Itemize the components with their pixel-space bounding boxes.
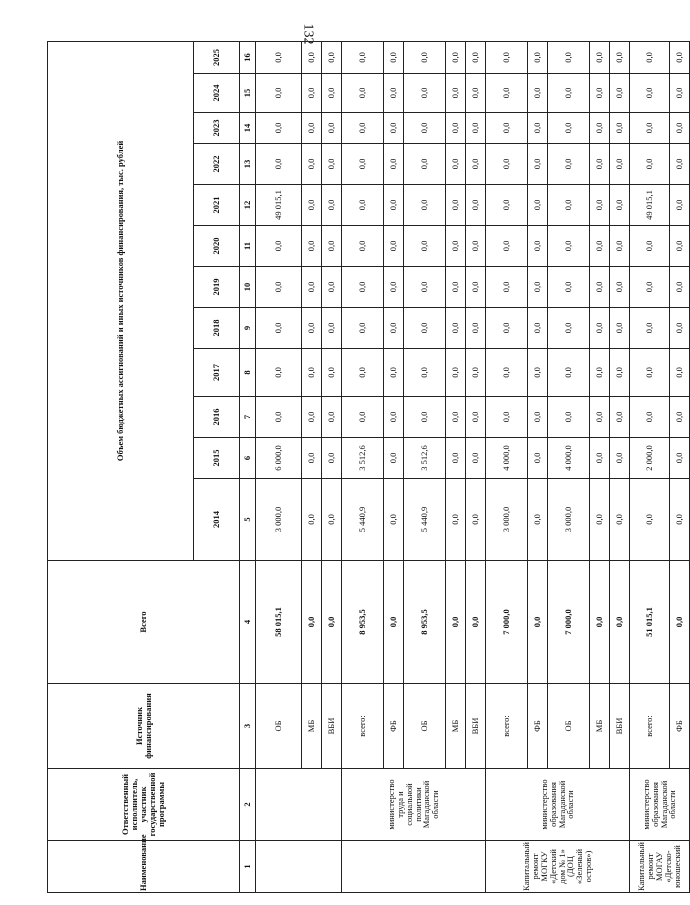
column-number: 3 xyxy=(240,684,256,769)
row-total: 0,0 xyxy=(590,560,610,683)
table-row xyxy=(384,41,404,892)
row-value-2025: 0,0 xyxy=(322,41,342,73)
row-value-2023: 0,0 xyxy=(528,112,548,143)
row-source: ОБ xyxy=(256,684,302,769)
row-value-2020: 0,0 xyxy=(446,225,466,266)
row-value-2016: 0,0 xyxy=(486,396,528,437)
row-value-2025: 0,0 xyxy=(446,41,466,73)
row-source: ФБ xyxy=(670,684,690,769)
row-source: всего: xyxy=(342,684,384,769)
row-value-2019: 0,0 xyxy=(590,266,610,307)
row-value-2020: 0,0 xyxy=(486,225,528,266)
row-executor: министерство труда и социальной политики Магаданской области xyxy=(342,769,486,841)
row-value-2017: 0,0 xyxy=(548,348,590,396)
row-executor xyxy=(256,769,342,841)
row-value-2019: 0,0 xyxy=(256,266,302,307)
row-value-2018: 0,0 xyxy=(322,307,342,348)
header-year-2015: 2015 xyxy=(194,437,240,478)
row-value-2024: 0,0 xyxy=(302,73,322,112)
row-value-2020: 0,0 xyxy=(610,225,630,266)
table-row xyxy=(342,41,384,892)
row-value-2024: 0,0 xyxy=(342,73,384,112)
row-source: всего: xyxy=(630,684,670,769)
row-value-2022: 0,0 xyxy=(670,143,690,184)
row-value-2025: 0,0 xyxy=(256,41,302,73)
table-row xyxy=(302,41,322,892)
header-budget-title: Объем бюджетных ассигнований и иных источников финансирования, тыс. рублей xyxy=(48,41,194,560)
header-total: Всего xyxy=(48,560,240,683)
row-value-2017: 0,0 xyxy=(590,348,610,396)
row-value-2025: 0,0 xyxy=(404,41,446,73)
row-value-2024: 0,0 xyxy=(528,73,548,112)
column-number: 16 xyxy=(240,41,256,73)
row-value-2019: 0,0 xyxy=(342,266,384,307)
row-value-2022: 0,0 xyxy=(528,143,548,184)
header-year-2019: 2019 xyxy=(194,266,240,307)
row-value-2018: 0,0 xyxy=(384,307,404,348)
row-value-2015: 0,0 xyxy=(322,437,342,478)
row-value-2016: 0,0 xyxy=(342,396,384,437)
row-total: 0,0 xyxy=(384,560,404,683)
row-value-2023: 0,0 xyxy=(256,112,302,143)
row-value-2017: 0,0 xyxy=(528,348,548,396)
table-row xyxy=(446,41,466,892)
row-value-2014: 5 440,9 xyxy=(404,478,446,560)
row-value-2021: 0,0 xyxy=(302,184,322,225)
row-value-2024: 0,0 xyxy=(404,73,446,112)
row-source: ВБИ xyxy=(610,684,630,769)
header-source: Источник финансирования xyxy=(48,684,240,769)
row-value-2024: 0,0 xyxy=(670,73,690,112)
column-number: 4 xyxy=(240,560,256,683)
row-value-2025: 0,0 xyxy=(486,41,528,73)
column-number: 1 xyxy=(240,841,256,893)
row-value-2020: 0,0 xyxy=(256,225,302,266)
row-value-2017: 0,0 xyxy=(486,348,528,396)
row-value-2018: 0,0 xyxy=(670,307,690,348)
row-value-2016: 0,0 xyxy=(256,396,302,437)
column-number: 14 xyxy=(240,112,256,143)
table-row xyxy=(486,41,528,892)
row-value-2018: 0,0 xyxy=(256,307,302,348)
row-value-2019: 0,0 xyxy=(466,266,486,307)
row-total: 0,0 xyxy=(670,560,690,683)
row-source: ВБИ xyxy=(466,684,486,769)
row-value-2022: 0,0 xyxy=(590,143,610,184)
header-year-2023: 2023 xyxy=(194,112,240,143)
column-number: 7 xyxy=(240,396,256,437)
row-value-2014: 0,0 xyxy=(590,478,610,560)
row-value-2023: 0,0 xyxy=(610,112,630,143)
row-value-2021: 49 015,1 xyxy=(630,184,670,225)
row-value-2019: 0,0 xyxy=(322,266,342,307)
row-value-2015: 0,0 xyxy=(590,437,610,478)
row-value-2022: 0,0 xyxy=(342,143,384,184)
row-executor: министерство образования Магаданской области xyxy=(486,769,630,841)
column-number: 6 xyxy=(240,437,256,478)
column-number: 8 xyxy=(240,348,256,396)
page-number: 132 xyxy=(300,23,315,45)
row-value-2025: 0,0 xyxy=(630,41,670,73)
row-value-2019: 0,0 xyxy=(384,266,404,307)
row-value-2023: 0,0 xyxy=(322,112,342,143)
row-value-2020: 0,0 xyxy=(322,225,342,266)
row-value-2022: 0,0 xyxy=(548,143,590,184)
row-value-2023: 0,0 xyxy=(466,112,486,143)
row-value-2017: 0,0 xyxy=(630,348,670,396)
row-total: 0,0 xyxy=(446,560,466,683)
row-value-2023: 0,0 xyxy=(446,112,466,143)
row-value-2017: 0,0 xyxy=(322,348,342,396)
column-number: 13 xyxy=(240,143,256,184)
row-value-2020: 0,0 xyxy=(548,225,590,266)
row-value-2016: 0,0 xyxy=(302,396,322,437)
row-value-2014: 0,0 xyxy=(446,478,466,560)
row-value-2021: 0,0 xyxy=(466,184,486,225)
header-year-2017: 2017 xyxy=(194,348,240,396)
row-total: 8 953,5 xyxy=(404,560,446,683)
row-value-2018: 0,0 xyxy=(342,307,384,348)
row-value-2016: 0,0 xyxy=(322,396,342,437)
row-value-2021: 0,0 xyxy=(486,184,528,225)
row-source: ВБИ xyxy=(322,684,342,769)
row-value-2019: 0,0 xyxy=(446,266,466,307)
row-value-2025: 0,0 xyxy=(466,41,486,73)
row-name xyxy=(256,841,342,893)
row-value-2021: 0,0 xyxy=(446,184,466,225)
row-value-2023: 0,0 xyxy=(548,112,590,143)
row-value-2017: 0,0 xyxy=(256,348,302,396)
row-value-2014: 0,0 xyxy=(528,478,548,560)
row-value-2025: 0,0 xyxy=(590,41,610,73)
row-value-2022: 0,0 xyxy=(302,143,322,184)
row-value-2025: 0,0 xyxy=(548,41,590,73)
row-value-2015: 3 512,6 xyxy=(404,437,446,478)
row-value-2021: 0,0 xyxy=(384,184,404,225)
row-value-2016: 0,0 xyxy=(548,396,590,437)
row-value-2025: 0,0 xyxy=(610,41,630,73)
row-value-2018: 0,0 xyxy=(446,307,466,348)
header-year-2016: 2016 xyxy=(194,396,240,437)
table-stage xyxy=(47,48,685,893)
row-value-2019: 0,0 xyxy=(610,266,630,307)
row-value-2018: 0,0 xyxy=(548,307,590,348)
row-value-2015: 0,0 xyxy=(670,437,690,478)
row-value-2023: 0,0 xyxy=(590,112,610,143)
row-value-2024: 0,0 xyxy=(630,73,670,112)
table-row xyxy=(670,41,690,892)
row-value-2018: 0,0 xyxy=(528,307,548,348)
row-value-2021: 0,0 xyxy=(404,184,446,225)
row-value-2019: 0,0 xyxy=(548,266,590,307)
column-number-row xyxy=(240,41,256,892)
table-row xyxy=(322,41,342,892)
table-row xyxy=(528,41,548,892)
row-value-2015: 3 512,6 xyxy=(342,437,384,478)
row-value-2024: 0,0 xyxy=(384,73,404,112)
row-value-2022: 0,0 xyxy=(486,143,528,184)
row-value-2023: 0,0 xyxy=(342,112,384,143)
row-value-2022: 0,0 xyxy=(322,143,342,184)
row-value-2022: 0,0 xyxy=(610,143,630,184)
row-value-2014: 0,0 xyxy=(630,478,670,560)
row-value-2015: 0,0 xyxy=(446,437,466,478)
row-value-2019: 0,0 xyxy=(302,266,322,307)
row-value-2014: 3 000,0 xyxy=(486,478,528,560)
row-value-2022: 0,0 xyxy=(384,143,404,184)
row-value-2020: 0,0 xyxy=(342,225,384,266)
row-value-2021: 0,0 xyxy=(548,184,590,225)
row-value-2022: 0,0 xyxy=(256,143,302,184)
row-value-2020: 0,0 xyxy=(384,225,404,266)
row-value-2021: 0,0 xyxy=(322,184,342,225)
column-number: 10 xyxy=(240,266,256,307)
header-year-2025: 2025 xyxy=(194,41,240,73)
row-value-2025: 0,0 xyxy=(528,41,548,73)
row-value-2016: 0,0 xyxy=(670,396,690,437)
row-value-2014: 3 000,0 xyxy=(548,478,590,560)
header-year-2024: 2024 xyxy=(194,73,240,112)
table-row xyxy=(548,41,590,892)
row-value-2025: 0,0 xyxy=(342,41,384,73)
row-value-2019: 0,0 xyxy=(630,266,670,307)
row-value-2020: 0,0 xyxy=(528,225,548,266)
row-executor: министерство образования Магаданской области xyxy=(630,769,690,841)
column-number: 11 xyxy=(240,225,256,266)
row-name xyxy=(342,841,486,893)
row-value-2015: 0,0 xyxy=(610,437,630,478)
row-total: 0,0 xyxy=(466,560,486,683)
column-number: 12 xyxy=(240,184,256,225)
rotated-table-container xyxy=(47,48,685,893)
row-value-2017: 0,0 xyxy=(446,348,466,396)
row-value-2016: 0,0 xyxy=(528,396,548,437)
row-value-2020: 0,0 xyxy=(590,225,610,266)
row-value-2023: 0,0 xyxy=(302,112,322,143)
row-source: ФБ xyxy=(528,684,548,769)
row-value-2016: 0,0 xyxy=(446,396,466,437)
row-value-2023: 0,0 xyxy=(384,112,404,143)
row-value-2022: 0,0 xyxy=(446,143,466,184)
column-number: 15 xyxy=(240,73,256,112)
header-year-2022: 2022 xyxy=(194,143,240,184)
row-value-2018: 0,0 xyxy=(486,307,528,348)
row-value-2015: 4 000,0 xyxy=(548,437,590,478)
row-value-2018: 0,0 xyxy=(610,307,630,348)
row-value-2020: 0,0 xyxy=(630,225,670,266)
row-source: МБ xyxy=(446,684,466,769)
table-row xyxy=(404,41,446,892)
table-row xyxy=(590,41,610,892)
row-value-2020: 0,0 xyxy=(404,225,446,266)
row-value-2024: 0,0 xyxy=(322,73,342,112)
row-value-2017: 0,0 xyxy=(466,348,486,396)
row-value-2023: 0,0 xyxy=(630,112,670,143)
header-year-2018: 2018 xyxy=(194,307,240,348)
row-value-2014: 0,0 xyxy=(384,478,404,560)
row-value-2016: 0,0 xyxy=(466,396,486,437)
row-value-2020: 0,0 xyxy=(302,225,322,266)
row-value-2019: 0,0 xyxy=(404,266,446,307)
row-value-2021: 0,0 xyxy=(610,184,630,225)
row-value-2015: 2 000,0 xyxy=(630,437,670,478)
row-value-2022: 0,0 xyxy=(404,143,446,184)
row-value-2015: 0,0 xyxy=(466,437,486,478)
row-value-2015: 0,0 xyxy=(528,437,548,478)
row-value-2021: 0,0 xyxy=(590,184,610,225)
row-value-2014: 3 000,0 xyxy=(256,478,302,560)
row-value-2015: 0,0 xyxy=(384,437,404,478)
row-value-2023: 0,0 xyxy=(486,112,528,143)
row-source: ОБ xyxy=(548,684,590,769)
row-value-2014: 5 440,9 xyxy=(342,478,384,560)
row-source: ОБ xyxy=(404,684,446,769)
row-value-2017: 0,0 xyxy=(342,348,384,396)
row-value-2025: 0,0 xyxy=(384,41,404,73)
row-value-2018: 0,0 xyxy=(630,307,670,348)
row-value-2018: 0,0 xyxy=(466,307,486,348)
row-value-2014: 0,0 xyxy=(302,478,322,560)
row-value-2021: 49 015,1 xyxy=(256,184,302,225)
table-row xyxy=(610,41,630,892)
row-value-2022: 0,0 xyxy=(466,143,486,184)
row-value-2025: 0,0 xyxy=(670,41,690,73)
row-value-2017: 0,0 xyxy=(384,348,404,396)
row-value-2024: 0,0 xyxy=(610,73,630,112)
row-value-2024: 0,0 xyxy=(446,73,466,112)
row-total: 0,0 xyxy=(610,560,630,683)
row-value-2016: 0,0 xyxy=(384,396,404,437)
row-value-2017: 0,0 xyxy=(302,348,322,396)
row-value-2021: 0,0 xyxy=(670,184,690,225)
row-value-2015: 6 000,0 xyxy=(256,437,302,478)
table-row xyxy=(466,41,486,892)
row-value-2016: 0,0 xyxy=(404,396,446,437)
header-executor: Ответственный исполнитель, участник государственной программы xyxy=(48,769,240,841)
header-year-2014: 2014 xyxy=(194,478,240,560)
row-value-2025: 0,0 xyxy=(302,41,322,73)
row-value-2021: 0,0 xyxy=(342,184,384,225)
row-total: 0,0 xyxy=(322,560,342,683)
row-source: всего: xyxy=(486,684,528,769)
row-value-2024: 0,0 xyxy=(256,73,302,112)
column-number: 9 xyxy=(240,307,256,348)
row-value-2017: 0,0 xyxy=(610,348,630,396)
header-year-2021: 2021 xyxy=(194,184,240,225)
row-value-2018: 0,0 xyxy=(590,307,610,348)
column-number: 5 xyxy=(240,478,256,560)
row-value-2017: 0,0 xyxy=(670,348,690,396)
row-value-2019: 0,0 xyxy=(528,266,548,307)
row-total: 0,0 xyxy=(302,560,322,683)
row-total: 7 000,0 xyxy=(486,560,528,683)
row-value-2024: 0,0 xyxy=(486,73,528,112)
row-value-2024: 0,0 xyxy=(548,73,590,112)
row-value-2019: 0,0 xyxy=(486,266,528,307)
row-source: МБ xyxy=(302,684,322,769)
row-total: 51 015,1 xyxy=(630,560,670,683)
row-value-2015: 4 000,0 xyxy=(486,437,528,478)
row-total: 8 953,5 xyxy=(342,560,384,683)
row-value-2020: 0,0 xyxy=(670,225,690,266)
header-name: Наименование xyxy=(48,841,240,893)
table-row xyxy=(256,41,302,892)
row-value-2023: 0,0 xyxy=(404,112,446,143)
budget-table xyxy=(47,41,690,893)
table-row xyxy=(630,41,670,892)
row-value-2015: 0,0 xyxy=(302,437,322,478)
row-name: Капитальный ремонт МОГАУ «Детско-юношеский xyxy=(630,841,690,893)
row-value-2014: 0,0 xyxy=(322,478,342,560)
row-value-2014: 0,0 xyxy=(610,478,630,560)
row-value-2023: 0,0 xyxy=(670,112,690,143)
row-value-2014: 0,0 xyxy=(466,478,486,560)
row-total: 7 000,0 xyxy=(548,560,590,683)
row-value-2024: 0,0 xyxy=(590,73,610,112)
row-total: 58 015,1 xyxy=(256,560,302,683)
row-value-2024: 0,0 xyxy=(466,73,486,112)
row-value-2016: 0,0 xyxy=(610,396,630,437)
row-value-2019: 0,0 xyxy=(670,266,690,307)
column-number: 2 xyxy=(240,769,256,841)
row-value-2016: 0,0 xyxy=(630,396,670,437)
row-name: Капитальный ремонт МОГКУ «Детский дом № 1» (ДОЦ «Зеленый остров») xyxy=(486,841,630,893)
row-total: 0,0 xyxy=(528,560,548,683)
row-source: МБ xyxy=(590,684,610,769)
row-value-2017: 0,0 xyxy=(404,348,446,396)
row-source: ФБ xyxy=(384,684,404,769)
row-value-2018: 0,0 xyxy=(404,307,446,348)
row-value-2018: 0,0 xyxy=(302,307,322,348)
row-value-2014: 0,0 xyxy=(670,478,690,560)
header-year-2020: 2020 xyxy=(194,225,240,266)
row-value-2022: 0,0 xyxy=(630,143,670,184)
row-value-2021: 0,0 xyxy=(528,184,548,225)
row-value-2020: 0,0 xyxy=(466,225,486,266)
row-value-2016: 0,0 xyxy=(590,396,610,437)
